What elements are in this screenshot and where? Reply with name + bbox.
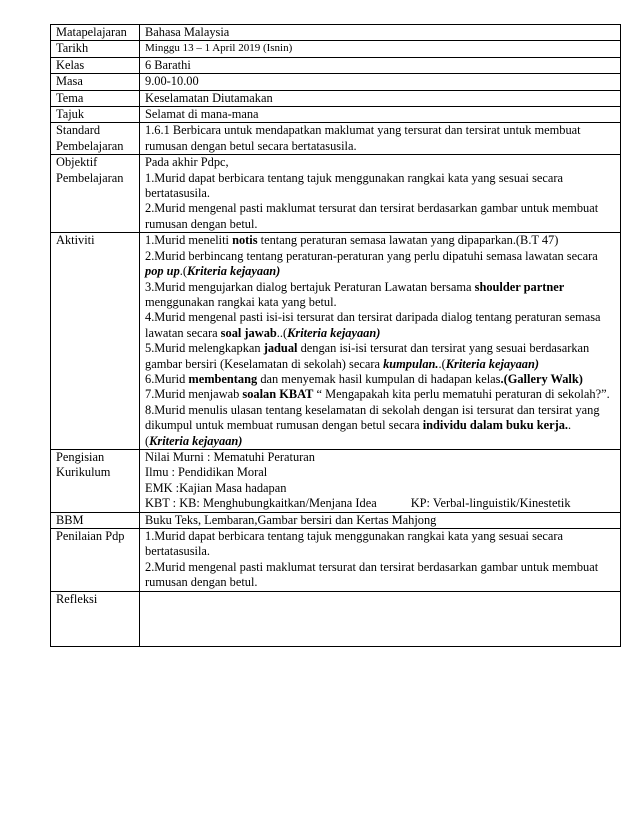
activity-keyword: soalan KBAT [242, 387, 314, 402]
activity-text: . [568, 418, 572, 433]
activity-item [145, 372, 618, 387]
curriculum-kp: KP: Verbal-linguistik/Kinestetik [410, 496, 571, 511]
row-class [51, 57, 621, 73]
activity-item [145, 387, 618, 402]
activity-text: .( [179, 264, 188, 279]
row-assessment [51, 529, 621, 592]
activity-keyword: jadual [263, 341, 298, 356]
time-label: Masa [51, 74, 140, 90]
curriculum-ilmu: Ilmu : Pendidikan Moral [145, 465, 268, 480]
curriculum-nilai: Nilai Murni : Mematuhi Peraturan [145, 449, 315, 464]
class-value: 6 Barathi [140, 57, 621, 73]
activity-item [145, 233, 618, 248]
curriculum-kbt-line [145, 496, 618, 511]
objective-label-line-2: Pembelajaran [56, 170, 124, 185]
standard-label-line-1: Standard [56, 123, 101, 138]
objective-item: 1.Murid dapat berbicara tentang tajuk menggunakan rangkai kata yang sesuai secara bertatasusila. [145, 170, 564, 201]
reflection-value [140, 591, 621, 646]
time-value: 9.00-10.00 [140, 74, 621, 90]
activities-label: Aktiviti [51, 233, 140, 450]
bbm-label: BBM [51, 512, 140, 528]
assessment-value [140, 529, 621, 592]
activity-text: 3.Murid mengujarkan dialog bertajuk Peraturan Lawatan bersama [145, 279, 475, 294]
activity-text: 7.Murid menjawab [145, 387, 243, 402]
activity-text: .( [438, 356, 446, 371]
activity-keyword: pop up [145, 264, 180, 279]
activity-text: ( [145, 433, 150, 448]
success-criteria: Kriteria kejayaan) [187, 264, 281, 279]
objective-intro: Pada akhir Pdpc, [145, 155, 229, 170]
activity-text: 8.Murid menulis ulasan tentang keselamatan di sekolah dengan isi tersurat dan tersirat yang dikumpul untuk membuat rumusan dengan betul secara [145, 402, 600, 433]
activity-text: 5.Murid melengkapkan [145, 341, 264, 356]
date-label: Tarikh [51, 41, 140, 57]
assessment-item: 1.Murid dapat berbicara tentang tajuk menggunakan rangkai kata yang sesuai secara bertatasusila. [145, 529, 564, 559]
row-curriculum [51, 449, 621, 512]
row-title [51, 107, 621, 123]
row-subject [51, 25, 621, 41]
activity-keyword: soal jawab [220, 325, 277, 340]
assessment-label: Penilaian Pdp [51, 529, 140, 592]
activity-keyword: shoulder partner [474, 279, 565, 294]
objective-item: 2.Murid mengenal pasti maklumat tersurat dan tersirat berdasarkan gambar untuk membuat rumusan dengan betul. [145, 201, 599, 231]
class-label: Kelas [51, 57, 140, 73]
activity-item [145, 341, 618, 372]
activity-item [145, 280, 618, 311]
activity-text: tentang peraturan semasa lawatan yang dipaparkan.(B.T 47) [257, 233, 559, 248]
success-criteria: Kriteria kejayaan) [445, 356, 540, 371]
curriculum-kbt: KBT : KB: Menghubungkaitkan/Menjana Idea [145, 496, 377, 511]
activities-value [140, 233, 621, 450]
title-label: Tajuk [51, 107, 140, 123]
curriculum-label [51, 449, 140, 512]
subject-value: Bahasa Malaysia [140, 25, 621, 41]
row-theme [51, 90, 621, 106]
row-bbm [51, 512, 621, 528]
activity-keyword: notis [232, 233, 258, 248]
date-value: Minggu 13 – 1 April 2019 (Isnin) [140, 41, 621, 57]
activity-text: dan menyemak hasil kumpulan di hadapan kelas [257, 371, 501, 386]
standard-value: 1.6.1 Berbicara untuk mendapatkan maklumat yang tersurat dan tersirat untuk membuat rumusan dengan betul secara bertatasusila. [140, 123, 621, 155]
standard-label-line-2: Pembelajaran [56, 138, 124, 153]
activity-keyword: membentang [188, 371, 258, 386]
subject-label: Matapelajaran [51, 25, 140, 41]
theme-label: Tema [51, 90, 140, 106]
activity-text: 2.Murid berbincang tentang peraturan-peraturan yang perlu dipatuhi semasa lawatan secara [145, 248, 598, 263]
activity-text: ..( [276, 325, 288, 340]
lesson-plan-table [50, 24, 621, 647]
activity-keyword: individu dalam buku kerja. [422, 418, 569, 433]
activity-item [145, 249, 618, 280]
curriculum-emk: EMK :Kajian Masa hadapan [145, 480, 287, 495]
curriculum-label-line-1: Pengisian [56, 449, 105, 464]
row-reflection [51, 591, 621, 646]
activity-text: 1.Murid meneliti [145, 233, 233, 248]
row-standard [51, 123, 621, 155]
row-activities [51, 233, 621, 450]
theme-value: Keselamatan Diutamakan [140, 90, 621, 106]
standard-label [51, 123, 140, 155]
curriculum-value [140, 449, 621, 512]
assessment-item: 2.Murid mengenal pasti maklumat tersurat dan tersirat berdasarkan gambar untuk membuat rumusan dengan betul. [145, 559, 599, 590]
objective-value [140, 155, 621, 233]
activity-text: dengan isi-isi tersurat dan tersirat yang sesuai berdasarkan gambar bersiri (Keselamatan di sekolah) secara [145, 341, 590, 371]
activity-keyword: .(Gallery Walk) [500, 371, 583, 386]
row-time [51, 74, 621, 90]
activity-text: menggunakan rangkai kata yang betul. [145, 294, 337, 309]
reflection-label: Refleksi [51, 591, 140, 646]
activity-text: 4.Murid mengenal pasti isi-isi tersurat dan tersirat daripada dialog tentang peraturan semasa lawatan secara [145, 310, 601, 340]
row-date [51, 41, 621, 57]
activity-item [145, 403, 618, 449]
activity-text: 6.Murid [145, 371, 189, 386]
curriculum-label-line-2: Kurikulum [56, 465, 111, 480]
row-objective [51, 155, 621, 233]
bbm-value: Buku Teks, Lembaran,Gambar bersiri dan Kertas Mahjong [140, 512, 621, 528]
success-criteria: Kriteria kejayaan) [149, 433, 243, 448]
objective-label-line-1: Objektif [56, 155, 98, 170]
activity-item [145, 310, 618, 341]
activity-keyword: kumpulan. [383, 356, 439, 371]
title-value: Selamat di mana-mana [140, 107, 621, 123]
success-criteria: Kriteria kejayaan) [287, 325, 381, 340]
objective-label [51, 155, 140, 233]
activity-text: “ Mengapakah kita perlu mematuhi peraturan di sekolah?”. [313, 387, 610, 402]
